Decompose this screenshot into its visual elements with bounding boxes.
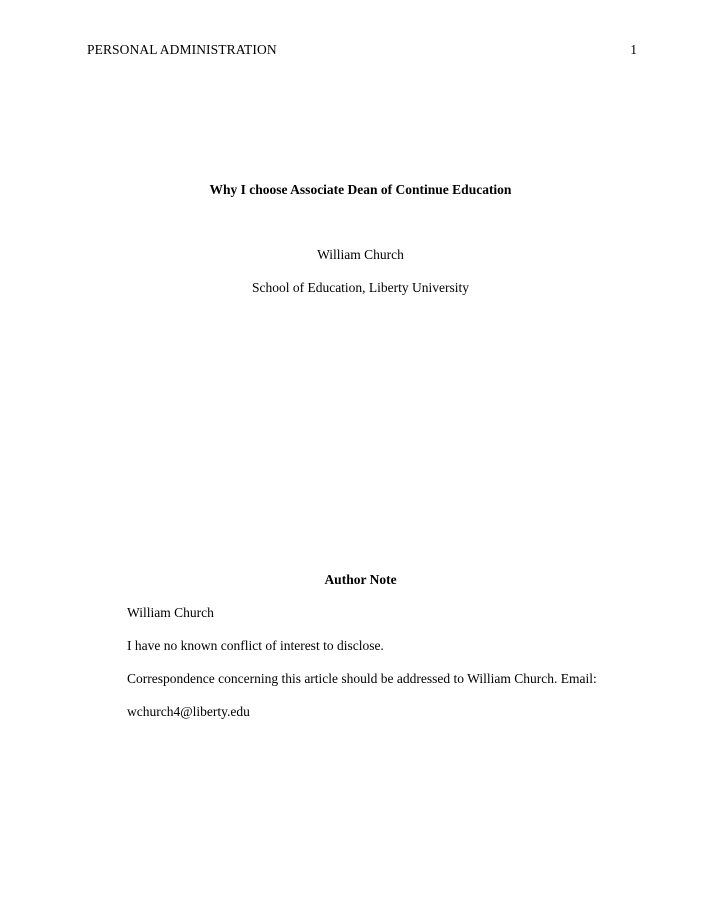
author-affiliation: School of Education, Liberty University (251, 280, 470, 295)
correspondence-statement: Correspondence concerning this article should be addressed to William Church. Email: (127, 671, 597, 686)
conflict-of-interest-statement: I have no known conflict of interest to disclose. (127, 638, 384, 653)
paper-title: Why I choose Associate Dean of Continue Education (209, 182, 512, 197)
page-number: 1 (630, 42, 637, 57)
running-head: PERSONAL ADMINISTRATION (87, 42, 277, 57)
author-name: William Church (317, 247, 404, 262)
author-note-heading: Author Note (324, 572, 397, 587)
author-email: wchurch4@liberty.edu (127, 704, 250, 719)
author-note-name: William Church (127, 605, 214, 620)
